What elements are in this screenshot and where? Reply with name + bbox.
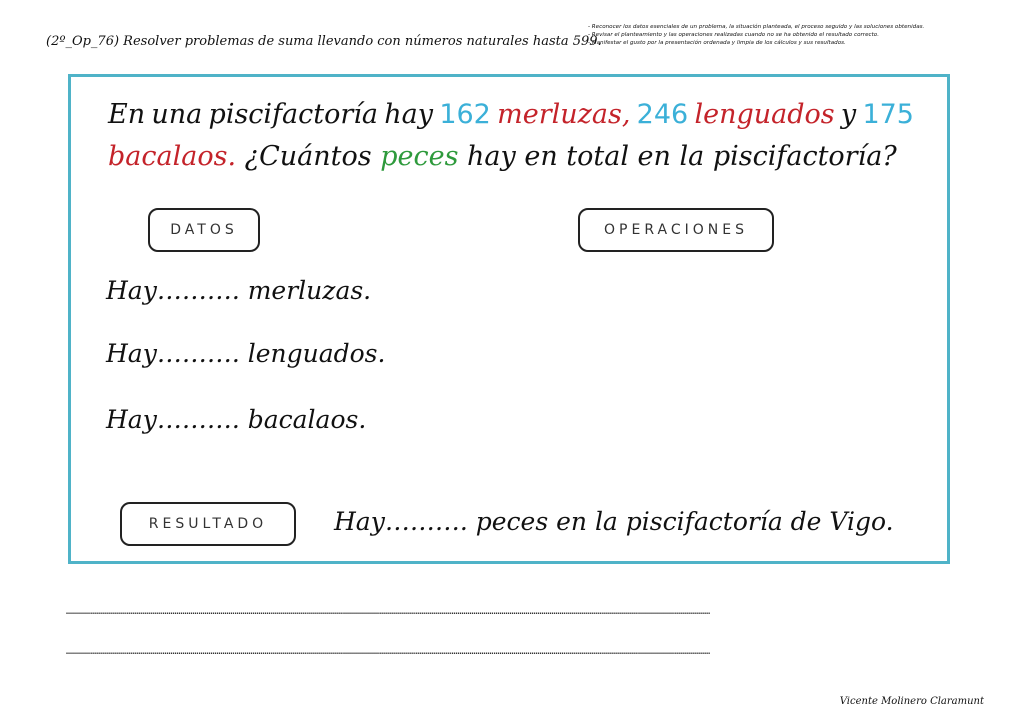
item-lenguados: lenguados (694, 99, 835, 130)
item-bacalaos: bacalaos. (108, 141, 237, 172)
quantity-merluzas: 162 (439, 99, 491, 130)
objective-item: - Revisar el planteamiento y las operaciones realizadas cuando no se ha obtenido el resultado correcto. (588, 31, 879, 38)
datos-label-box: DATOS (148, 208, 260, 252)
word: piscifactoría (208, 99, 379, 130)
word: En (108, 99, 146, 130)
objective-item: - Reconocer los datos esenciales de un problema, la situación planteada, el proceso seguido y las soluciones obtenidas. (588, 24, 925, 30)
problem-line-2 (108, 136, 914, 178)
problem-statement (108, 94, 914, 178)
question-end: hay en total en la piscifactoría? (467, 141, 897, 172)
data-line-lenguados: Hay………. lenguados. (106, 339, 386, 368)
word: hay (384, 99, 434, 130)
objectives-list (588, 24, 1018, 47)
data-line-merluzas: Hay………. merluzas. (106, 276, 372, 305)
word: y (840, 99, 857, 130)
answer-line[interactable]: …………………………………………………………………………………………………………………………………………………………………………………………………………………………………………………………………………………………… (66, 646, 711, 657)
data-line-bacalaos: Hay………. bacalaos. (106, 405, 367, 434)
resultado-label-box: RESULTADO (120, 502, 296, 546)
problem-line-1 (108, 94, 914, 136)
result-sentence: Hay………. peces en la piscifactoría de Vigo. (334, 507, 894, 536)
item-merluzas: merluzas, (497, 99, 631, 130)
highlight-peces: peces (380, 141, 459, 172)
author-signature: Vicente Molinero Claramunt (839, 696, 984, 707)
word: una (151, 99, 203, 130)
worksheet-title: (2º_Op_76) Resolver problemas de suma llevando con números naturales hasta 599. (46, 34, 602, 49)
answer-line[interactable]: …………………………………………………………………………………………………………………………………………………………………………………………………………………………………………………………………………………………… (66, 606, 711, 617)
quantity-bacalaos: 175 (862, 99, 914, 130)
quantity-lenguados: 246 (636, 99, 689, 130)
question-start: ¿Cuántos (244, 141, 372, 172)
operaciones-label-box: OPERACIONES (578, 208, 774, 252)
objective-item: - Manifestar el gusto por la presentación ordenada y limpia de los cálculos y sus resultados. (588, 39, 846, 46)
